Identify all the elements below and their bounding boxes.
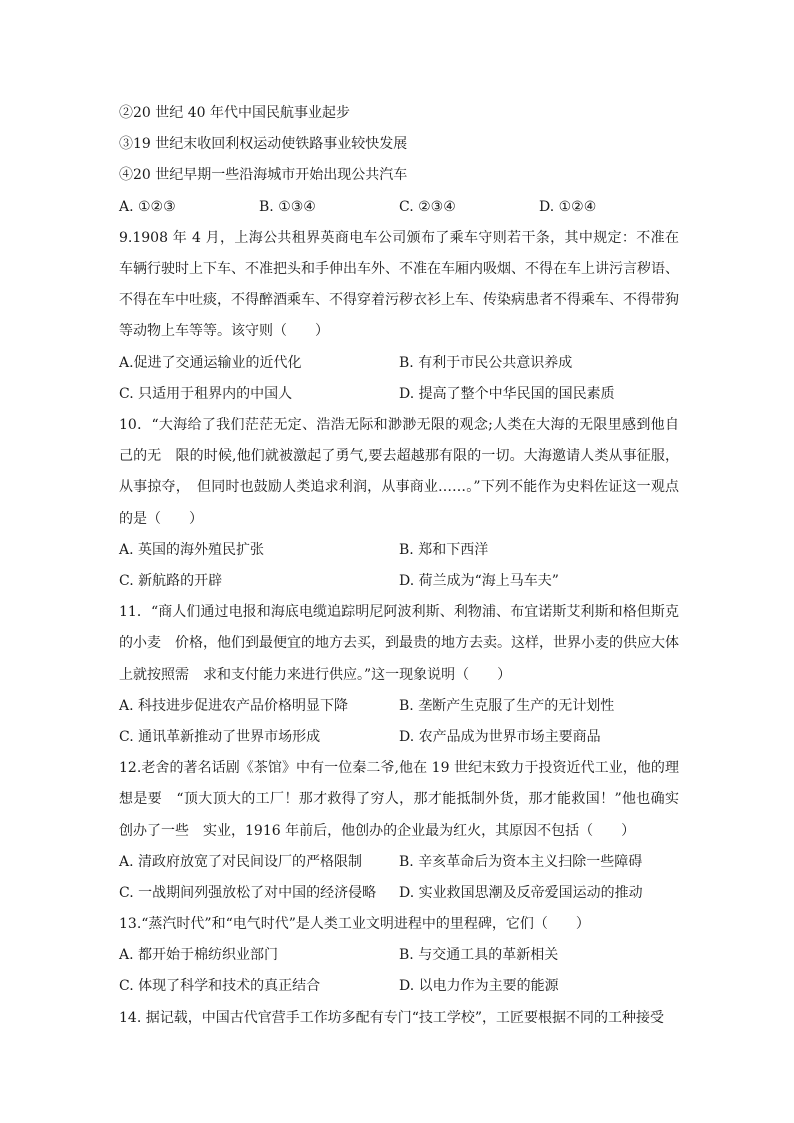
- q11-stem: 11．“商人们通过电报和海底电缆追踪明尼阿波利斯、利物浦、布宜诺斯艾利斯和格但斯克的小麦 价格，他们到最便宜的地方去买，到最贵的地方去卖。这样，世界小麦的供应大体上就按照需 求和支付能力来进行供应。”这一现象说明（ ）: [119, 604, 679, 683]
- q8-option-c: C. ②③④: [399, 198, 456, 215]
- q9-option-d: D. 提高了整个中华民国的国民素质: [399, 385, 615, 402]
- q12-options-row2: [119, 878, 679, 909]
- q11-option-d: D. 农产品成为世界市场主要商品: [399, 728, 601, 745]
- q9-option-c: C. 只适用于租界内的中国人: [119, 385, 293, 402]
- q12-option-c: C. 一战期间列强放松了对中国的经济侵略: [119, 884, 377, 901]
- q13-option-b: B. 与交通工具的革新相关: [399, 947, 559, 964]
- q12-option-a: A. 清政府放宽了对民间设厂的严格限制: [119, 853, 363, 870]
- q13-stem: 13.“蒸汽时代”和“电气时代”是人类工业文明进程中的里程碑，它们（ ）: [119, 916, 590, 933]
- exam-page: [119, 98, 679, 1034]
- q13-option-c: C. 体现了科学和技术的真正结合: [119, 978, 321, 995]
- q11-option-a: A. 科技进步促进农产品价格明显下降: [119, 697, 349, 714]
- q9-options-row2: [119, 379, 679, 410]
- q12-options-row1: [119, 847, 679, 878]
- item-4: ④20 世纪早期一些沿海城市开始出现公共汽车: [119, 167, 408, 184]
- q14-stem: 14. 据记载，中国古代官营手工作坊多配有专门“技工学校”，工匠要根据不同的工种接受: [119, 1009, 665, 1026]
- q10-option-c: C. 新航路的开辟: [119, 572, 223, 589]
- q10-option-d: D. 荷兰成为“海上马车夫”: [399, 572, 559, 589]
- q8-options: [119, 192, 679, 223]
- q13-options-row2: [119, 971, 679, 1002]
- q13-option-a: A. 都开始于棉纺织业部门: [119, 947, 279, 964]
- q10-stem: 10．“大海给了我们茫茫无定、浩浩无际和渺渺无限的观念;人类在大海的无限里感到他自己的无 限的时候,他们就被激起了勇气,要去超越那有限的一切。大海邀请人类从事征服，从事掠夺， 但同时也鼓励人类追求利润，从事商业……。”下列不能作为史料佐证这一观点的是（ ）: [119, 416, 679, 527]
- q8-option-a: A. ①②③: [119, 198, 176, 215]
- q11-option-b: B. 垄断产生克服了生产的无计划性: [399, 697, 615, 714]
- q9-options-row1: [119, 348, 679, 379]
- q12-option-b: B. 辛亥革命后为资本主义扫除一些障碍: [399, 853, 643, 870]
- q9-stem: 9.1908 年 4 月，上海公共租界英商电车公司颁布了乘车守则若干条，其中规定：不准在车辆行驶时上下车、不准把头和手伸出车外、不准在车厢内吸烟、不得在车上讲污言秽语、不得在车中吐痰，不得醉酒乘车、不得穿着污秽衣衫上车、传染病患者不得乘车、不得带狗等动物上车等等。该守则（ ）: [119, 229, 679, 340]
- q8-option-b: B. ①③④: [259, 198, 316, 215]
- q9-option-a: A.促进了交通运输业的近代化: [119, 354, 302, 371]
- q8-option-d: D. ①②④: [539, 198, 597, 215]
- q13-options-row1: [119, 940, 679, 971]
- q10-options-row1: [119, 535, 679, 566]
- item-3: ③19 世纪末收回利权运动使铁路事业较快发展: [119, 136, 408, 153]
- q12-stem: 12.老舍的著名话剧《茶馆》中有一位秦二爷,他在 19 世纪末致力于投资近代工业，他的理想是要 “顶大顶大的工厂！那才救得了穷人，那才能抵制外货，那才能救国！”他也确实创办了一些 实业，1916 年前后，他创办的企业最为红火，其原因不包括（ ）: [119, 760, 679, 839]
- q11-option-c: C. 通讯革新推动了世界市场形成: [119, 728, 321, 745]
- item-2: ②20 世纪 40 年代中国民航事业起步: [119, 105, 350, 121]
- q12-option-d: D. 实业救国思潮及反帝爱国运动的推动: [399, 884, 643, 901]
- q10-option-a: A. 英国的海外殖民扩张: [119, 541, 265, 558]
- q11-options-row2: [119, 722, 679, 753]
- q10-option-b: B. 郑和下西洋: [399, 541, 489, 558]
- q11-options-row1: [119, 691, 679, 722]
- q9-option-b: B. 有利于市民公共意识养成: [399, 354, 573, 371]
- q13-option-d: D. 以电力作为主要的能源: [399, 978, 559, 995]
- q10-options-row2: [119, 566, 679, 597]
